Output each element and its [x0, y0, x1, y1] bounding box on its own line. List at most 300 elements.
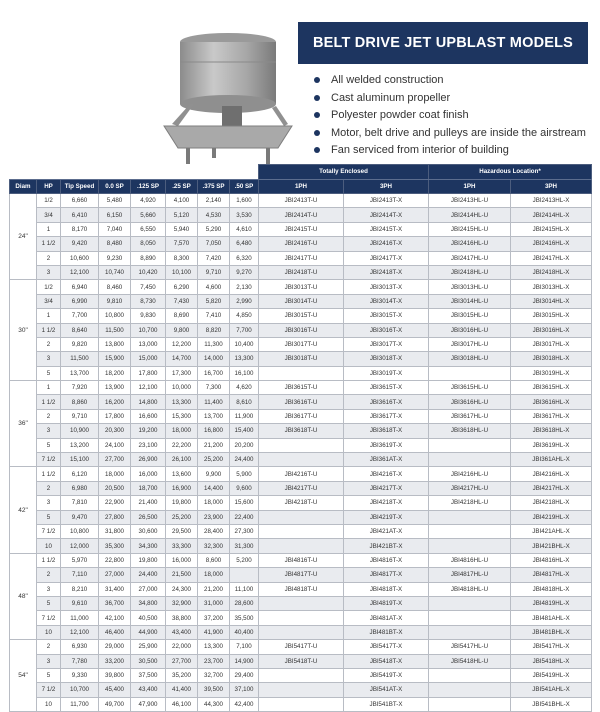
table-cell: JBI4217T-U	[259, 481, 344, 495]
table-cell: 12,100	[131, 381, 166, 395]
table-cell: JBI3615T-X	[344, 381, 429, 395]
table-cell: JBI3616T-X	[344, 395, 429, 409]
table-cell: JBI3014HL-X	[511, 294, 592, 308]
table-cell: JBI3015HL-X	[511, 309, 592, 323]
table-row	[10, 611, 592, 625]
table-cell: 5,120	[166, 208, 198, 222]
table-cell	[429, 524, 511, 538]
table-cell: JBI421AHL-X	[511, 524, 592, 538]
table-cell: 17,800	[99, 409, 131, 423]
table-cell: JBI3018HL-U	[429, 352, 511, 366]
feature-text: Polyester powder coat finish	[331, 109, 469, 121]
table-cell: 46,100	[166, 697, 198, 711]
table-cell: 8,210	[61, 582, 99, 596]
table-cell: 5	[37, 438, 61, 452]
table-cell: 33,300	[166, 539, 198, 553]
table-cell: 16,800	[198, 424, 230, 438]
table-cell	[429, 453, 511, 467]
table-row	[10, 323, 592, 337]
table-cell: 10	[37, 539, 61, 553]
table-row	[10, 582, 592, 596]
table-cell: 11,000	[61, 611, 99, 625]
table-cell: JBI421BHL-X	[511, 539, 592, 553]
specification-table	[9, 164, 592, 712]
table-cell: JBI3018T-U	[259, 352, 344, 366]
table-cell: 29,500	[166, 524, 198, 538]
table-row	[10, 654, 592, 668]
table-cell: 37,100	[230, 683, 259, 697]
table-cell: JBI361AHL-X	[511, 453, 592, 467]
table-cell: 33,200	[99, 654, 131, 668]
table-row	[10, 409, 592, 423]
table-cell: 18,000	[198, 496, 230, 510]
feature-item	[314, 90, 586, 108]
table-cell: 8,860	[61, 395, 99, 409]
table-cell: 6,410	[61, 208, 99, 222]
table-cell: 19,200	[131, 424, 166, 438]
table-cell: JBI4816T-U	[259, 553, 344, 567]
table-cell: 13,300	[230, 352, 259, 366]
table-cell: JBI481BT-X	[344, 625, 429, 639]
col-header-tip-speed: Tip Speed	[61, 179, 99, 194]
table-row	[10, 237, 592, 251]
table-row	[10, 222, 592, 236]
table-row	[10, 251, 592, 265]
table-cell: 13,800	[99, 337, 131, 351]
bullet-icon	[314, 77, 320, 83]
table-cell: 13,600	[166, 467, 198, 481]
table-cell: JBI4819T-X	[344, 596, 429, 610]
table-cell: JBI3018HL-X	[511, 352, 592, 366]
table-cell: JBI4217HL-U	[429, 481, 511, 495]
table-cell: 13,000	[131, 337, 166, 351]
table-cell: 24,400	[131, 568, 166, 582]
table-cell: JBI4218T-U	[259, 496, 344, 510]
fan-product-image	[150, 20, 300, 170]
table-cell: 26,500	[131, 510, 166, 524]
table-cell	[259, 611, 344, 625]
table-cell	[429, 539, 511, 553]
table-cell: JBI541BHL-X	[511, 697, 592, 711]
table-cell: JBI3017T-X	[344, 337, 429, 351]
table-cell: 43,400	[166, 625, 198, 639]
table-body	[10, 194, 592, 712]
table-cell: 3/4	[37, 208, 61, 222]
table-cell: 9,830	[131, 309, 166, 323]
table-cell: 5	[37, 510, 61, 524]
table-cell: JBI2418T-X	[344, 265, 429, 279]
table-cell: 49,700	[99, 697, 131, 711]
table-cell: JBI4819HL-X	[511, 596, 592, 610]
table-row	[10, 438, 592, 452]
table-cell: 34,800	[131, 596, 166, 610]
table-cell: 8,730	[131, 294, 166, 308]
table-cell: JBI541AT-X	[344, 683, 429, 697]
table-cell: 7,570	[166, 237, 198, 251]
table-cell: 6,940	[61, 280, 99, 294]
table-cell: JBI3017HL-U	[429, 337, 511, 351]
table-cell: 18,700	[131, 481, 166, 495]
table-cell: 7,450	[131, 280, 166, 294]
table-cell: 1	[37, 222, 61, 236]
table-row	[10, 352, 592, 366]
table-cell: 26,100	[166, 453, 198, 467]
table-row	[10, 539, 592, 553]
table-cell: JBI2415HL-U	[429, 222, 511, 236]
feature-item	[314, 72, 586, 90]
table-row	[10, 467, 592, 481]
table-cell: 9,470	[61, 510, 99, 524]
diameter-cell: 48"	[10, 553, 37, 639]
table-row	[10, 208, 592, 222]
table-row	[10, 265, 592, 279]
table-cell: 31,000	[198, 596, 230, 610]
table-cell: 7,110	[61, 568, 99, 582]
column-header-row	[10, 179, 592, 194]
table-cell: 44,300	[198, 697, 230, 711]
bullet-icon	[314, 147, 320, 153]
diameter-cell: 36"	[10, 381, 37, 467]
table-cell: JBI2414T-X	[344, 208, 429, 222]
diameter-cell: 30"	[10, 280, 37, 381]
table-row	[10, 424, 592, 438]
table-cell: 10,700	[61, 683, 99, 697]
table-cell: JBI2413HL-X	[511, 194, 592, 208]
table-cell: 28,400	[198, 524, 230, 538]
table-cell: 6,550	[131, 222, 166, 236]
table-cell: 13,700	[61, 366, 99, 380]
table-cell: JBI3618HL-U	[429, 424, 511, 438]
table-cell	[259, 366, 344, 380]
table-cell: 9,810	[99, 294, 131, 308]
table-cell: 3/4	[37, 294, 61, 308]
table-cell: JBI2417HL-U	[429, 251, 511, 265]
table-row	[10, 294, 592, 308]
table-cell: JBI3016T-X	[344, 323, 429, 337]
table-cell	[259, 625, 344, 639]
table-cell: 14,800	[131, 395, 166, 409]
table-cell: 11,500	[99, 323, 131, 337]
table-cell: 16,000	[166, 553, 198, 567]
table-cell: 12,000	[61, 539, 99, 553]
table-cell	[259, 697, 344, 711]
table-cell: JBI4818HL-X	[511, 582, 592, 596]
table-cell: 10,600	[61, 251, 99, 265]
table-cell: JBI3019T-X	[344, 366, 429, 380]
table-cell: JBI2417T-X	[344, 251, 429, 265]
table-cell: 6,150	[99, 208, 131, 222]
table-cell: JBI3017HL-X	[511, 337, 592, 351]
table-row	[10, 697, 592, 711]
table-cell: JBI4216T-U	[259, 467, 344, 481]
table-cell	[259, 524, 344, 538]
table-row	[10, 553, 592, 567]
table-cell: 7,780	[61, 654, 99, 668]
table-row	[10, 625, 592, 639]
table-cell: 5,820	[198, 294, 230, 308]
table-cell: 22,200	[166, 438, 198, 452]
table-cell: 14,000	[198, 352, 230, 366]
table-cell: JBI4216HL-X	[511, 467, 592, 481]
table-cell: JBI481AHL-X	[511, 611, 592, 625]
table-cell: 40,400	[230, 625, 259, 639]
table-cell: 16,700	[198, 366, 230, 380]
table-cell: 12,200	[166, 337, 198, 351]
table-cell: JBI4218HL-X	[511, 496, 592, 510]
table-cell: JBI3618T-X	[344, 424, 429, 438]
table-cell: 43,400	[131, 683, 166, 697]
table-cell: 7 1/2	[37, 524, 61, 538]
table-cell: 5,200	[230, 553, 259, 567]
table-cell: 4,600	[198, 280, 230, 294]
table-cell: 8,610	[230, 395, 259, 409]
table-cell: 15,900	[99, 352, 131, 366]
table-cell: 19,800	[166, 496, 198, 510]
table-cell: 13,900	[99, 381, 131, 395]
table-cell: JBI4816HL-U	[429, 553, 511, 567]
table-cell: JBI2414T-U	[259, 208, 344, 222]
table-cell: 9,710	[61, 409, 99, 423]
table-cell: JBI3617T-X	[344, 409, 429, 423]
table-cell: 27,300	[230, 524, 259, 538]
table-cell: 20,200	[230, 438, 259, 452]
table-cell: JBI361AT-X	[344, 453, 429, 467]
table-cell: 47,900	[131, 697, 166, 711]
table-cell: 5,660	[131, 208, 166, 222]
table-row	[10, 524, 592, 538]
table-cell: 38,800	[166, 611, 198, 625]
table-cell: JBI3013T-U	[259, 280, 344, 294]
table-cell: 9,820	[61, 337, 99, 351]
table-cell: 11,700	[61, 697, 99, 711]
table-cell: 24,400	[230, 453, 259, 467]
table-cell: 10,900	[61, 424, 99, 438]
table-cell: 8,480	[99, 237, 131, 251]
table-cell	[429, 611, 511, 625]
table-row	[10, 337, 592, 351]
table-cell: 8,050	[131, 237, 166, 251]
table-cell: 6,320	[230, 251, 259, 265]
feature-text: Cast aluminum propeller	[331, 91, 451, 104]
table-cell: JBI4216HL-U	[429, 467, 511, 481]
table-cell: 2	[37, 337, 61, 351]
table-cell: 5	[37, 668, 61, 682]
table-cell: JBI4818T-X	[344, 582, 429, 596]
table-row	[10, 640, 592, 654]
table-cell: 1 1/2	[37, 237, 61, 251]
table-row	[10, 366, 592, 380]
table-row	[10, 309, 592, 323]
col-header-sp-0: 0.0 SP	[99, 179, 131, 194]
table-cell: JBI4218T-X	[344, 496, 429, 510]
table-cell: 3	[37, 496, 61, 510]
table-cell: JBI3013HL-X	[511, 280, 592, 294]
table-cell: JBI3617HL-U	[429, 409, 511, 423]
table-cell: 4,620	[230, 381, 259, 395]
table-cell: JBI481AT-X	[344, 611, 429, 625]
feature-text: Fan serviced from interior of building	[331, 144, 509, 156]
table-cell	[429, 438, 511, 452]
table-cell: JBI4219T-X	[344, 510, 429, 524]
table-cell: 24,100	[99, 438, 131, 452]
table-cell: 10,100	[166, 265, 198, 279]
table-cell: JBI541AHL-X	[511, 683, 592, 697]
table-cell	[259, 539, 344, 553]
table-cell: 8,690	[166, 309, 198, 323]
table-cell: 45,400	[99, 683, 131, 697]
table-cell: 9,900	[198, 467, 230, 481]
table-cell	[259, 596, 344, 610]
table-cell: 19,800	[131, 553, 166, 567]
table-cell: 6,980	[61, 481, 99, 495]
table-cell: 26,900	[131, 453, 166, 467]
table-cell: 3	[37, 265, 61, 279]
table-cell: JBI3019HL-X	[511, 366, 592, 380]
table-cell: 34,300	[131, 539, 166, 553]
table-cell	[429, 366, 511, 380]
table-cell: JBI2416T-U	[259, 237, 344, 251]
table-cell: 7,920	[61, 381, 99, 395]
table-cell: 2	[37, 409, 61, 423]
table-cell: 15,400	[230, 424, 259, 438]
table-cell: 8,300	[166, 251, 198, 265]
totally-enclosed-header: Totally Enclosed	[259, 165, 429, 180]
table-cell: 25,900	[131, 640, 166, 654]
table-cell: 7,700	[230, 323, 259, 337]
diameter-cell: 24"	[10, 194, 37, 280]
table-cell: JBI3615HL-U	[429, 381, 511, 395]
table-cell: JBI3014HL-U	[429, 294, 511, 308]
table-cell: 8,600	[198, 553, 230, 567]
table-cell: JBI3016HL-U	[429, 323, 511, 337]
table-cell: 16,200	[99, 395, 131, 409]
table-cell: JBI2417T-U	[259, 251, 344, 265]
table-cell: 6,930	[61, 640, 99, 654]
table-cell: JBI5418T-U	[259, 654, 344, 668]
table-cell: 16,600	[131, 409, 166, 423]
table-cell: 15,300	[166, 409, 198, 423]
table-cell: 14,700	[166, 352, 198, 366]
feature-item	[314, 107, 586, 125]
table-cell: 1 1/2	[37, 467, 61, 481]
table-cell: 42,400	[230, 697, 259, 711]
table-row	[10, 596, 592, 610]
table-cell: 5	[37, 366, 61, 380]
table-cell: 27,000	[131, 582, 166, 596]
table-cell: JBI3014T-X	[344, 294, 429, 308]
table-cell: 17,300	[166, 366, 198, 380]
table-cell: 9,710	[198, 265, 230, 279]
table-cell: JBI5417HL-X	[511, 640, 592, 654]
table-cell: 10,800	[99, 309, 131, 323]
table-cell: 11,100	[230, 582, 259, 596]
table-cell: JBI481BHL-X	[511, 625, 592, 639]
table-cell	[259, 453, 344, 467]
table-cell: 42,100	[99, 611, 131, 625]
diameter-cell: 42"	[10, 467, 37, 553]
table-cell: 18,000	[198, 568, 230, 582]
table-cell: 7,050	[198, 237, 230, 251]
table-cell: JBI2413HL-U	[429, 194, 511, 208]
table-cell: 7,410	[198, 309, 230, 323]
table-cell: 13,300	[198, 640, 230, 654]
table-cell: 16,000	[131, 467, 166, 481]
table-cell: 10,400	[230, 337, 259, 351]
table-cell: 23,100	[131, 438, 166, 452]
table-cell: JBI2418HL-X	[511, 265, 592, 279]
table-cell: 22,400	[230, 510, 259, 524]
table-cell: 32,700	[198, 668, 230, 682]
table-cell: JBI3617T-U	[259, 409, 344, 423]
table-cell: 1	[37, 309, 61, 323]
table-cell: 7,700	[61, 309, 99, 323]
table-row	[10, 496, 592, 510]
table-cell: 9,230	[99, 251, 131, 265]
table-cell: 21,200	[198, 438, 230, 452]
table-cell: JBI5419T-X	[344, 668, 429, 682]
table-cell: 41,900	[198, 625, 230, 639]
table-cell: 10,800	[61, 524, 99, 538]
table-cell: 32,900	[166, 596, 198, 610]
table-cell: 15,600	[230, 496, 259, 510]
table-cell: 10	[37, 625, 61, 639]
table-cell: 5	[37, 596, 61, 610]
table-cell: 22,900	[99, 496, 131, 510]
table-cell: 5,970	[61, 553, 99, 567]
table-cell: JBI3016HL-X	[511, 323, 592, 337]
table-cell: JBI421BT-X	[344, 539, 429, 553]
table-cell: 9,610	[61, 596, 99, 610]
table-cell: JBI3618T-U	[259, 424, 344, 438]
table-cell: 5,290	[198, 222, 230, 236]
table-cell: 7,100	[230, 640, 259, 654]
table-cell: 14,400	[198, 481, 230, 495]
table-cell: 39,800	[99, 668, 131, 682]
table-cell: 7,300	[198, 381, 230, 395]
table-cell	[429, 510, 511, 524]
table-cell: JBI3015T-X	[344, 309, 429, 323]
table-cell: JBI5418HL-U	[429, 654, 511, 668]
table-cell: 6,990	[61, 294, 99, 308]
table-cell: 35,300	[99, 539, 131, 553]
table-cell: JBI3619T-X	[344, 438, 429, 452]
table-cell: 7,810	[61, 496, 99, 510]
table-cell: JBI4816HL-X	[511, 553, 592, 567]
table-cell: 14,900	[230, 654, 259, 668]
table-cell: 29,000	[99, 640, 131, 654]
table-cell: JBI2418HL-U	[429, 265, 511, 279]
table-cell: JBI2413T-X	[344, 194, 429, 208]
table-cell: JBI3018T-X	[344, 352, 429, 366]
bullet-icon	[314, 112, 320, 118]
table-cell: 20,500	[99, 481, 131, 495]
table-cell: 10,740	[99, 265, 131, 279]
table-cell: 12,100	[61, 625, 99, 639]
table-cell: 25,200	[166, 510, 198, 524]
table-cell: 27,000	[99, 568, 131, 582]
table-cell: JBI4818T-U	[259, 582, 344, 596]
table-cell: 41,400	[166, 683, 198, 697]
table-cell: JBI4817HL-X	[511, 568, 592, 582]
table-cell: 3,530	[230, 208, 259, 222]
feature-item	[314, 142, 586, 160]
table-cell: JBI3619HL-X	[511, 438, 592, 452]
table-cell: 22,800	[99, 553, 131, 567]
table-cell: 10,700	[131, 323, 166, 337]
table-cell: 30,600	[131, 524, 166, 538]
table-cell: 6,290	[166, 280, 198, 294]
bullet-icon	[314, 130, 320, 136]
